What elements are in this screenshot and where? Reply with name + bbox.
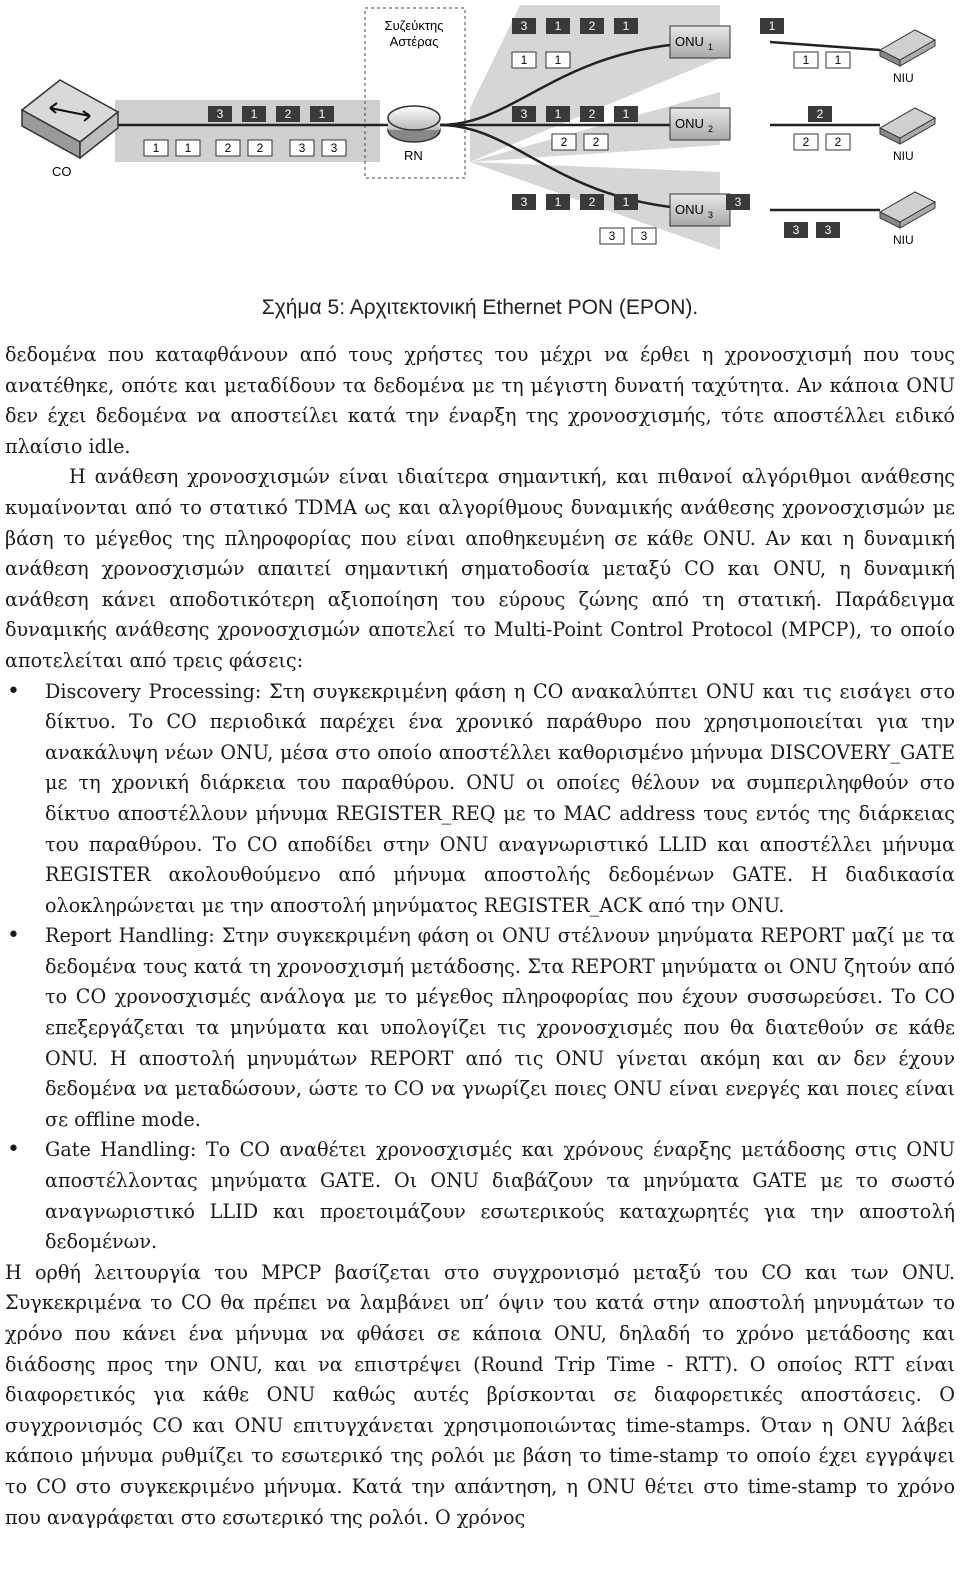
packet-number: 1	[554, 107, 562, 121]
packet-light	[826, 134, 850, 150]
niu-device	[880, 30, 935, 66]
packet-light	[144, 140, 168, 156]
onu1-sub: 1	[708, 42, 714, 52]
packet-number: 2	[816, 107, 824, 121]
coupler-label-line1: Συζεύκτης	[384, 18, 444, 33]
niu-device	[880, 108, 935, 144]
onu3-box	[670, 194, 730, 226]
onu2-sub: 2	[708, 124, 714, 134]
onu3-label: ONU	[675, 202, 704, 217]
packet-dark	[310, 106, 334, 122]
packet-number: 1	[554, 19, 562, 33]
list-item: • Gate Handling: Το CO αναθέτει χρονοσχισμές και χρόνους έναρξης μετάδοσης στις ONU αποστέλλοντας μηνύματα GATE. Οι ONU διαβάζουν τα μηνύματα GATE με το σωστό αναγνωριστικό LLID και προετοιμάζουν εσωτερικούς καταχωρητές για την αποστολή δεδομένων.	[5, 1135, 955, 1257]
packet-number: 3	[330, 141, 338, 155]
packet-dark	[580, 106, 604, 122]
packet-number: 1	[318, 107, 326, 121]
packet-number: 3	[216, 107, 224, 121]
packet-number: 3	[824, 223, 832, 237]
packet-number: 3	[520, 107, 528, 121]
coupler-label-line2: Αστέρας	[389, 34, 439, 49]
packet-number: 1	[768, 19, 776, 33]
packet-light	[794, 52, 818, 68]
packet-number: 2	[588, 19, 596, 33]
niu-label: NIU	[893, 71, 914, 85]
packet-light	[290, 140, 314, 156]
packet-dark	[276, 106, 300, 122]
packet-light	[248, 140, 272, 156]
packet-light	[826, 52, 850, 68]
packet-dark	[614, 18, 638, 34]
packet-number: 2	[256, 141, 264, 155]
onu2-box	[670, 108, 730, 140]
list-item: • Report Handling: Στην συγκεκριμένη φάση οι ONU στέλνουν μηνύματα REPORT μαζί με τα δεδομένα τους κατά τη χρονοσχισμή μετάδοσης. Στα REPORT μηνύματα οι ONU ζητούν από το CO χρονοσχισμές ανάλογα με το μέγεθος πληροφορίας που έχουν συσσωρεύσει. Το CO επεξεργάζεται τα μηνύματα και υπολογίζει τις χρονοσχισμές που θα διατεθούν σε κάθε ONU. Η αποστολή μηνυμάτων REPORT από τις ONU γίνεται ακόμη και αν δεν έχουν δεδομένα να μεταδώσουν, ώστε το CO να γνωρίζει ποιες ONU είναι ενεργές και ποιες είναι σε offline mode.	[5, 921, 955, 1135]
packet-dark	[816, 222, 840, 238]
packet-number: 1	[184, 141, 192, 155]
packet-number: 2	[592, 135, 600, 149]
packet-dark	[512, 106, 536, 122]
onu1-box	[670, 26, 730, 58]
packet-dark	[242, 106, 266, 122]
packet-light	[512, 52, 536, 68]
packet-number: 3	[608, 229, 616, 243]
figure-caption: Σχήμα 5: Αρχιτεκτονική Ethernet PON (EPON).	[261, 296, 699, 319]
paragraph: Η ορθή λειτουργία του MPCP βασίζεται στο συγχρονισμό μεταξύ του CO και των ONU. Συγκεκριμένα το CO θα πρέπει να λαμβάνει υπ’ όψιν του κατά στην αποστολή μηνυμάτων το χρόνο που κάνει ένα μήνυμα να φθάσει σε κάποια ONU, δηλαδή το χρόνο μετάδοσης και διάδοσης προς την ONU, και να επιστρέψει (Round Trip Time - RTT). Ο οποίος RTT είναι διαφορετικός για κάθε ONU καθώς αυτές βρίσκονται σε διαφορετικές αποστάσεις. Ο συγχρονισμός CO και ONU επιτυγχάνεται χρησιμοποιώντας time-stamps. Όταν η ONU λάβει κάποιο μήνυμα ρυθμίζει το εσωτερικό της ρολόι με βάση το time-stamp το οποίο έχει εγγράψει το CO στο συγκεκριμένο μήνυμα. Κατά την απάντηση, η ONU θέτει στο time-stamp το χρόνο που αναγράφεται στο εσωτερικό της ρολόι. Ο χρόνος	[5, 1260, 955, 1529]
packet-number: 1	[250, 107, 258, 121]
packet-dark	[546, 18, 570, 34]
paragraph: Η ανάθεση χρονοσχισμών είναι ιδιαίτερα σημαντική, και πιθανοί αλγόριθμοι ανάθεσης κυμαίνονται από το στατικό TDMA ως και αλγορίθμους δυναμικής ανάθεσης χρονοσχισμών με βάση το μέγεθος της πληροφορίας που είναι αποθηκευμένη σε κάθε ONU. Αν και η δυναμική ανάθεση χρονοσχισμών απαιτεί σημαντική σηματοδοσία μεταξύ CO και ONU, η δυναμική ανάθεση κάνει αποδοτικότερη αξιοποίηση του εύρους ζώνης από τη στατική. Παράδειγμα δυναμικής ανάθεσης χρονοσχισμών αποτελεί το Multi-Point Control Protocol (MPCP), το οποίο αποτελείται από τρεις φάσεις:	[5, 465, 955, 672]
packet-light	[216, 140, 240, 156]
epon-architecture-diagram	[0, 0, 960, 290]
packet-number: 3	[298, 141, 306, 155]
packet-dark	[512, 194, 536, 210]
packet-number: 1	[520, 53, 528, 67]
packet-light	[322, 140, 346, 156]
onu1-label: ONU	[675, 34, 704, 49]
packet-number: 3	[520, 19, 528, 33]
packet-light	[552, 134, 576, 150]
mpcp-phase-list	[5, 677, 955, 1258]
packet-dark	[784, 222, 808, 238]
niu-label: NIU	[893, 149, 914, 163]
rn-label: RN	[404, 148, 423, 163]
packet-light	[600, 228, 624, 244]
packet-light	[584, 134, 608, 150]
packet-dark	[580, 194, 604, 210]
packet-dark	[614, 106, 638, 122]
packet-dark	[512, 18, 536, 34]
niu-device	[880, 192, 935, 228]
document-body	[5, 340, 955, 1533]
packet-number: 2	[284, 107, 292, 121]
packet-dark	[614, 194, 638, 210]
packet-dark	[546, 194, 570, 210]
list-item: • Discovery Processing: Στη συγκεκριμένη φάση η CO ανακαλύπτει ONU και τις εισάγει στο δίκτυο. Το CO περιοδικά παρέχει ένα χρονικό παράθυρο που χρησιμοποιείται για την ανακάλυψη νέων ONU, μέσα στο οποίο αποστέλλει καθορισμένο μήνυμα DISCOVERY_GATE με τη χρονική διάρκεια του παραθύρου. ONU οι οποίες θέλουν να συμπεριληφθούν στο δίκτυο αποστέλλουν μήνυμα REGISTER_REQ με το MAC address τους εντός της διάρκειας του παραθύρου. Το CO αποδίδει στην ONU αναγνωριστικό LLID και αποστέλλει μήνυμα REGISTER ακολουθούμενο από μήνυμα αποστολής δεδομένων GATE. Η διαδικασία ολοκληρώνεται με την αποστολή μηνύματος REGISTER_ACK από την ONU.	[5, 677, 955, 922]
packet-number: 3	[734, 195, 742, 209]
packet-dark	[760, 18, 784, 34]
co-label: CO	[52, 164, 72, 179]
packet-number: 1	[554, 53, 562, 67]
co-device	[22, 80, 118, 158]
niu-label: NIU	[893, 233, 914, 247]
packet-light	[176, 140, 200, 156]
packet-number: 1	[802, 53, 810, 67]
packet-dark	[726, 194, 750, 210]
packet-number: 1	[152, 141, 160, 155]
paragraph: δεδομένα που καταφθάνουν από τους χρήστες του μέχρι να έρθει η χρονοσχισμή που τους ανατέθηκε, οπότε και μεταδίδουν τα δεδομένα με τη μέγιστη δυνατή ταχύτητα. Αν κάποια ONU δεν έχει δεδομένα να αποστείλει κατά την έναρξη της χρονοσχισμής, τότε αποστέλλει ειδικό πλαίσιο idle.	[5, 343, 955, 458]
packet-number: 2	[802, 135, 810, 149]
packet-dark	[808, 106, 832, 122]
onu3-sub: 3	[708, 210, 714, 220]
packet-number: 3	[792, 223, 800, 237]
packet-number: 1	[554, 195, 562, 209]
packet-number: 3	[520, 195, 528, 209]
packet-number: 2	[588, 107, 596, 121]
packet-number: 2	[560, 135, 568, 149]
packet-light	[794, 134, 818, 150]
packet-number: 1	[622, 107, 630, 121]
packet-light	[546, 52, 570, 68]
packet-light	[632, 228, 656, 244]
packet-dark	[208, 106, 232, 122]
onu2-label: ONU	[675, 116, 704, 131]
packet-number: 1	[622, 195, 630, 209]
packet-dark	[580, 18, 604, 34]
packet-number: 3	[640, 229, 648, 243]
packet-dark	[546, 106, 570, 122]
packet-number: 1	[622, 19, 630, 33]
packet-number: 2	[588, 195, 596, 209]
packet-number: 2	[834, 135, 842, 149]
packet-number: 1	[834, 53, 842, 67]
packet-number: 2	[224, 141, 232, 155]
rn-node	[388, 106, 440, 142]
